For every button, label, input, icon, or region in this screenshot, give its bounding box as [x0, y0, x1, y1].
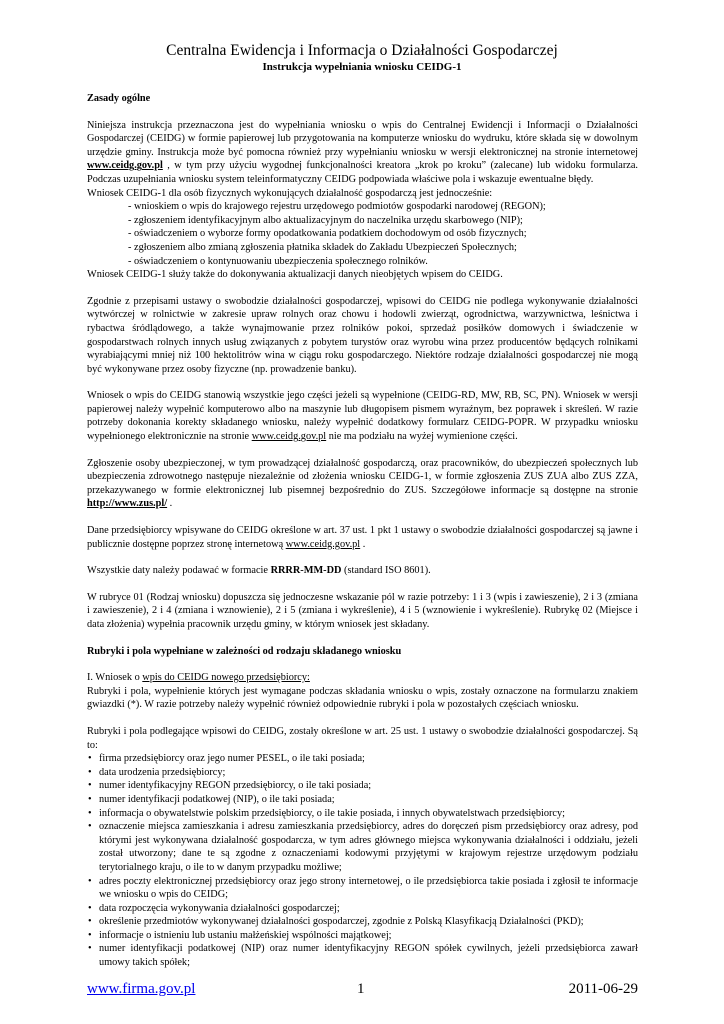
daty-text-1: Wszystkie daty należy podawać w formacie	[87, 565, 271, 577]
art25-list	[87, 752, 638, 970]
daty-paragraph	[87, 564, 638, 578]
rubryka01-paragraph: W rubryce 01 (Rodzaj wniosku) dopuszcza się jednoczesne wskazanie pól w razie potrzeby: 1 i 3 (wpis i zawieszenie), 2 i 3 (zmiana i zawieszenie), 2 i 4 (zmiana i wznowienie), 2 i 5 (zmiana i wykreślenie), 4 i 5 (wznowienie i wykreślenie). Rubrykę 02 (Miejsce i data złożenia) wypełnia pracownik urzędu gminy, w którym wniosek jest składany.	[87, 591, 638, 630]
document-footer	[87, 981, 638, 1001]
document-title: Centralna Ewidencja i Informacja o Działalności Gospodarczej	[166, 42, 558, 59]
footer-page-number: 1	[357, 981, 365, 997]
jawne-text-1: Dane przedsiębiorcy wpisywane do CEIDG określone w art. 37 ust. 1 pkt 1 ustawy o swobodzie działalności gospodarczej są jawne i publicznie dostępne poprzez stronę internetową	[87, 525, 638, 550]
list-item: • adres poczty elektronicznej przedsiębiorcy oraz jego strony internetowej, o ile przedsiębiorca takie posiada i zgłosił te informacje we wniosku o wpis do CEIDG;	[87, 875, 638, 902]
list-item: • numer identyfikacyjny REGON przedsiębiorcy, o ile taki posiada;	[87, 779, 638, 793]
wniosek1-link: wpis do CEIDG nowego przedsiębiorcy:	[142, 672, 310, 684]
list-item: • data urodzenia przedsiębiorcy;	[87, 766, 638, 780]
wniosek-item: - wnioskiem o wpis do krajowego rejestru urzędowego podmiotów gospodarki narodowej (REGON);	[128, 201, 546, 213]
art25-lead: Rubryki i pola podlegające wpisowi do CEIDG, zostały określone w art. 25 ust. 1 ustawy o swobodzie działalności gospodarczej. Są to:	[87, 725, 638, 751]
intro-text-1: Niniejsza instrukcja przeznaczona jest do wypełniania wniosku o wpis do Centralnej Ewidencji i Informacji o Działalności Gospodarczej (CEIDG) w formie papierowej lub przygotowania na komputerze wniosku do wydruku, które składa się w dowolnym urzędzie gminy. Instrukcja może być pomocna również przy wypełnianiu wniosku w wersji elektronicznej na stronie internetowej	[87, 119, 638, 158]
section-heading-rubryki: Rubryki i pola wypełniane w zależności od rodzaju składanego wniosku	[87, 645, 402, 657]
list-item: • data rozpoczęcia wykonywania działalności gospodarczej;	[87, 902, 638, 916]
czesci-text-2: nie ma podziału na wyżej wymienione części.	[326, 431, 518, 443]
wniosek1-prefix: I. Wniosek o	[87, 672, 143, 684]
document-header	[0, 42, 724, 74]
wniosek-item: - oświadczeniem o kontynuowaniu ubezpieczenia społecznego rolników.	[128, 255, 428, 267]
wniosek-item: - zgłoszeniem identyfikacyjnym albo aktualizacyjnym do naczelnika urzędu skarbowego (NIP);	[128, 214, 523, 226]
document-subtitle: Instrukcja wypełniania wniosku CEIDG-1	[262, 61, 462, 73]
list-item: • informacje o istnieniu lub ustaniu małżeńskiej wspólności majątkowej;	[87, 929, 638, 943]
intro-paragraph	[87, 119, 638, 187]
section-heading-zasady: Zasady ogólne	[87, 93, 151, 104]
daty-text-2: (standard ISO 8601).	[341, 565, 431, 577]
wniosek-item: - oświadczeniem o wyborze formy opodatkowania podatkiem dochodowym od osób fizycznych;	[128, 228, 527, 240]
rolnicy-paragraph: Zgodnie z przepisami ustawy o swobodzie działalności gospodarczej, wpisowi do CEIDG nie podlega wykonywanie działalności wytwórczej w rolnictwie w zakresie upraw rolnych oraz chowu i hodowli zwierząt, ogrodnictwa, warzywnictwa, leśnictwa i rybactwa śródlądowego, a także wynajmowanie przez rolników pokoi, sprzedaż posiłków domowych i świadczenie w gospodarstwach rolnych innych usług związanych z pobytem turystów oraz wyrobu wina przez producentów będących rolnikami wyrabiającymi mniej niż 100 hektolitrów wina w ciągu roku gospodarczego. Niektóre rodzaje działalności gospodarczej nie mogą być wykonywane przez osoby fizyczne (np. prowadzenie banku).	[87, 295, 638, 375]
wniosek-also: Wniosek CEIDG-1 służy także do dokonywania aktualizacji danych nieobjętych wpisem do CEIDG.	[87, 269, 503, 281]
list-item: • określenie przedmiotów wykonywanej działalności gospodarczej, zgodnie z Polską Klasyfikacją Działalności (PKD);	[87, 915, 638, 929]
wniosek1-title	[87, 671, 638, 685]
zus-link[interactable]: http://www.zus.pl/	[87, 498, 168, 510]
zus-text-2: .	[167, 498, 173, 510]
zus-paragraph	[87, 457, 638, 511]
wniosek-item: - zgłoszeniem albo zmianą zgłoszenia płatnika składek do Zakładu Ubezpieczeń Społecznych;	[128, 241, 517, 253]
ceidg-link-czesci[interactable]: www.ceidg.gov.pl	[251, 431, 327, 443]
list-item: • oznaczenie miejsca zamieszkania i adresu zamieszkania przedsiębiorcy, adres do doręczeń pism przedsiębiorcy oraz adresy, pod którymi jest wykonywana działalność gospodarcza, w tym adres głównego miejsca wykonywania działalności i oddziału, jeżeli został utworzony; dane te są zgodne z oznaczeniami kodowymi przyjętymi w krajowym rejestrze urzędowym podziału terytorialnego kraju, o ile to w danym przypadku możliwe;	[87, 820, 638, 874]
document-body	[87, 92, 638, 970]
list-item: • numer identyfikacji podatkowej (NIP), o ile taki posiada;	[87, 793, 638, 807]
footer-date: 2011-06-29	[568, 981, 638, 997]
wniosek1-text: Rubryki i pola, wypełnienie których jest wymagane podczas składania wniosku o wpis, zostały oznaczone na formularzu znakiem gwiazdki (*). W razie potrzeby należy wypełnić również odpowiednie rubryki i pola w pozostałych częściach wniosku.	[87, 685, 638, 711]
zus-text-1: Zgłoszenie osoby ubezpieczonej, w tym prowadzącej działalność gospodarczą, oraz pracowników, do ubezpieczeń społecznych lub ubezpieczenia zdrowotnego następuje niezależnie od złożenia wniosku CEIDG-1, w formie zgłoszenia ZUS ZUA albo ZUS ZZA, przekazywanego w formie elektronicznej lub pisemnej bezpośrednio do ZUS. Szczegółowe informacje są dostępne na stronie	[87, 457, 638, 496]
date-format: RRRR-MM-DD	[270, 565, 342, 577]
jawne-text-2: .	[360, 538, 366, 550]
czesci-text-1: Wniosek o wpis do CEIDG stanowią wszystkie jego części jeżeli są wypełnione (CEIDG-RD, MW, RB, SC, PN). Wniosek w wersji papierowej należy wypełnić komputerowo albo na maszynie lub długopisem pismem wyraźnym, bez poprawek i skreśleń. W razie potrzeby dokonania korekty składanego wniosku, należy wypełnić dodatkowy formularz CEIDG-POPR. W przypadku wniosku wypełnionego elektronicznie na stronie	[87, 390, 638, 443]
footer-website-link[interactable]: www.firma.gov.pl	[87, 981, 196, 997]
jawne-paragraph	[87, 524, 638, 551]
list-item: • firma przedsiębiorcy oraz jego numer PESEL, o ile taki posiada;	[87, 752, 638, 766]
list-item: • informacja o obywatelstwie polskim przedsiębiorcy, o ile takie posiada, i innych obywatelstwach przedsiębiorcy;	[87, 807, 638, 821]
ceidg-link-intro[interactable]: www.ceidg.gov.pl	[87, 160, 163, 172]
intro-text-2: , w tym przy użyciu wygodnej funkcjonalności kreatora „krok po kroku” (zalecane) lub widoku formularza. Podczas uzupełniania wniosku system teleinformatyczny CEIDG podpowiada właściwe pola i wskazuje ewentualne błędy.	[87, 160, 638, 185]
czesci-paragraph	[87, 389, 638, 443]
ceidg-link-jawne[interactable]: www.ceidg.gov.pl	[285, 538, 361, 550]
wniosek-lead: Wniosek CEIDG-1 dla osób fizycznych wykonujących działalność gospodarczą jest jednocześnie:	[87, 187, 493, 199]
list-item: • numer identyfikacji podatkowej (NIP) oraz numer identyfikacyjny REGON spółek cywilnych, jeżeli przedsiębiorca zawarł umowy takich spółek;	[87, 942, 638, 969]
